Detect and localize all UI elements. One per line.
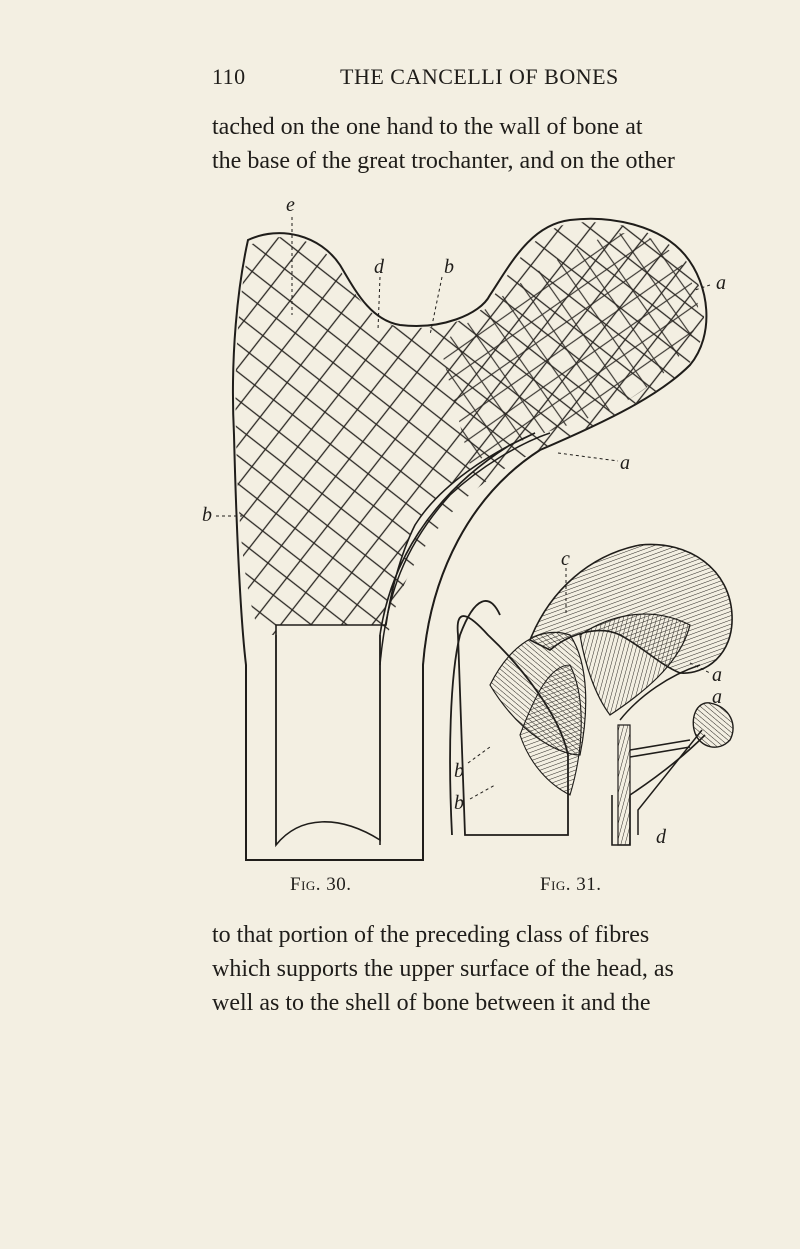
fig30-label-a: a bbox=[716, 272, 726, 294]
top-paragraph bbox=[212, 110, 752, 178]
fig30-label-b: b bbox=[444, 256, 454, 278]
fig31-label-a: a bbox=[712, 664, 722, 686]
text-line: well as to the shell of bone between it and the bbox=[212, 990, 651, 1016]
running-title: THE CANCELLI OF BONES bbox=[340, 64, 619, 89]
bone-figures-illustration bbox=[190, 195, 760, 875]
fig31-label-a: a bbox=[712, 686, 722, 708]
fig31-label-b: b bbox=[454, 760, 464, 782]
fig30-label-e: e bbox=[286, 195, 295, 216]
fig30-caption: Fig. 30. bbox=[290, 874, 352, 895]
fig30-drawing bbox=[202, 195, 726, 860]
fig31-drawing bbox=[450, 544, 733, 848]
text-line: which supports the upper surface of the head, as bbox=[212, 956, 674, 982]
fig30-label-b: b bbox=[202, 504, 212, 526]
fig31-label-c: c bbox=[561, 548, 570, 570]
fig31-label-b: b bbox=[454, 792, 464, 814]
fig31-caption: Fig. 31. bbox=[540, 874, 602, 895]
text-line: tached on the one hand to the wall of bone at bbox=[212, 114, 643, 140]
bottom-paragraph bbox=[212, 918, 752, 1020]
text-line: to that portion of the preceding class of fibres bbox=[212, 922, 650, 948]
text-line: the base of the great trochanter, and on the other bbox=[212, 148, 675, 174]
page-header bbox=[212, 64, 632, 90]
fig30-label-d: d bbox=[374, 256, 384, 278]
fig31-label-d: d bbox=[656, 826, 666, 848]
page-number: 110 bbox=[212, 64, 246, 89]
fig30-label-a: a bbox=[620, 452, 630, 474]
